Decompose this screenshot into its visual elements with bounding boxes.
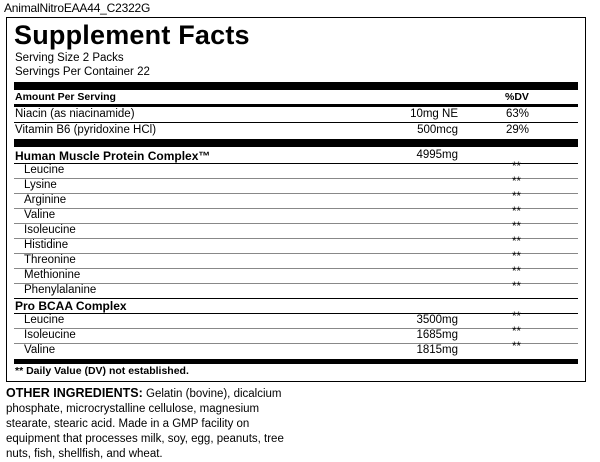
ingredient-name: Valine [24, 209, 56, 221]
complex-header-row [14, 298, 578, 314]
ingredient-dv: ** [512, 341, 521, 353]
ingredient-dv: ** [512, 326, 521, 338]
ingredient-name: Isoleucine [24, 329, 76, 341]
ingredient-row [14, 163, 578, 179]
ingredient-dv: ** [512, 251, 521, 263]
ingredient-name: Valine [24, 344, 56, 356]
ingredient-row [14, 328, 578, 344]
ingredient-name: Histidine [24, 239, 69, 251]
ingredient-row [14, 223, 578, 239]
ingredient-name: Phenylalanine [24, 284, 97, 296]
nutrient-name: Vitamin B6 (pyridoxine HCl) [15, 124, 157, 136]
ingredient-row [14, 253, 578, 269]
ingredient-dv: ** [512, 176, 521, 188]
ingredient-dv: ** [512, 161, 521, 173]
ingredient-name: Arginine [24, 194, 67, 206]
complex-header-row [14, 148, 578, 164]
ingredient-amount: 1685mg [416, 329, 458, 341]
nutrient-amount: 10mg NE [410, 108, 458, 120]
ingredient-name: Methionine [24, 269, 81, 281]
file-label: AnimalNitroEAA44_C2322G [4, 1, 151, 15]
thick-rule [14, 139, 578, 147]
ingredient-dv: ** [512, 206, 521, 218]
ingredient-row [14, 208, 578, 224]
nutrient-dv: 63% [506, 108, 530, 120]
ingredient-amount: 1815mg [416, 344, 458, 356]
ingredient-row [14, 343, 578, 358]
other-ingredients-label: OTHER INGREDIENTS: [6, 386, 143, 400]
ingredient-dv: ** [512, 311, 521, 323]
panel-title: Supplement Facts [14, 20, 250, 50]
ingredient-dv: ** [512, 191, 521, 203]
nutrient-dv: 29% [506, 124, 530, 136]
ingredient-row [14, 268, 578, 284]
ingredient-dv: ** [512, 236, 521, 248]
ingredient-name: Isoleucine [24, 224, 76, 236]
other-ingredients-text: Gelatin (bovine), dicalcium phosphate, microcrystalline cellulose, magnesium stearate, stearic acid. Made in a GMP facility on equipment that processes milk, soy, egg, peanuts, tree nuts, fish, shellfish, and wheat. [6, 388, 284, 460]
dv-header: %DV [505, 91, 529, 103]
ingredient-amount: 3500mg [416, 314, 458, 326]
complex-name: Pro BCAA Complex [15, 299, 127, 313]
footnote: ** Daily Value (DV) not established. [15, 365, 189, 377]
complex-amount: 4995mg [416, 149, 458, 161]
ingredient-row [14, 313, 578, 329]
servings-per-container: Servings Per Container 22 [15, 66, 150, 78]
nutrient-name: Niacin (as niacinamide) [15, 108, 135, 120]
ingredient-row [14, 283, 578, 299]
ingredient-name: Leucine [24, 314, 65, 326]
ingredient-row [14, 178, 578, 194]
ingredient-row [14, 238, 578, 254]
ingredient-name: Threonine [24, 254, 76, 266]
ingredient-name: Leucine [24, 164, 65, 176]
thick-rule [14, 359, 578, 364]
ingredient-dv: ** [512, 221, 521, 233]
ingredient-row [14, 193, 578, 209]
ingredient-dv: ** [512, 281, 521, 293]
thick-rule [14, 82, 578, 90]
serving-size: Serving Size 2 Packs [15, 52, 124, 64]
nutrient-row [14, 123, 578, 138]
amount-per-serving-header: Amount Per Serving [15, 91, 116, 103]
other-ingredients [6, 386, 306, 462]
supplement-facts-panel [6, 17, 586, 382]
ingredient-name: Lysine [24, 179, 57, 191]
complex-name: Human Muscle Protein Complex™ [15, 149, 211, 163]
nutrient-row [14, 107, 578, 123]
ingredient-dv: ** [512, 266, 521, 278]
nutrient-amount: 500mcg [417, 124, 458, 136]
